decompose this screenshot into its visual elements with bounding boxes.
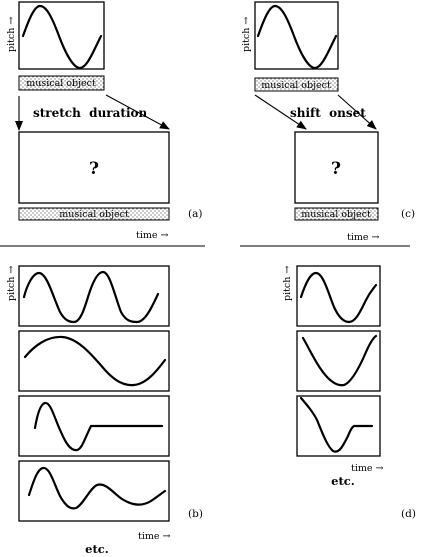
panel-a	[6, 2, 202, 241]
time-axis-label-c: time →	[347, 232, 380, 243]
time-axis-label-a: time →	[136, 230, 169, 241]
result-frame-d2	[297, 331, 380, 391]
time-axis-label-d: time →	[351, 463, 384, 474]
operation-stretch-duration: stretch duration	[33, 106, 148, 120]
panel-label-a: (a)	[188, 208, 203, 220]
panel-c	[241, 2, 415, 243]
musical-object-label-c-bottom: musical object	[301, 209, 371, 220]
musical-object-label-a-top: musical object	[26, 78, 96, 89]
question-mark-c: ?	[331, 159, 341, 179]
musical-object-label-c-top: musical object	[261, 80, 331, 91]
pitch-axis-label-c: pitch →	[241, 16, 252, 52]
etc-label-d: etc.	[331, 474, 355, 488]
etc-label-b: etc.	[85, 542, 109, 556]
panel-d	[282, 266, 416, 520]
result-frame-b4	[19, 461, 169, 521]
pitch-axis-label-b: pitch →	[6, 265, 17, 301]
question-mark-a: ?	[89, 159, 99, 179]
musical-object-label-a-bottom: musical object	[59, 209, 129, 220]
panel-label-c: (c)	[401, 208, 416, 220]
source-frame-a	[19, 2, 104, 69]
pitch-axis-label-a: pitch →	[6, 16, 17, 52]
pitch-axis-label-d: pitch →	[282, 265, 293, 301]
result-frame-b2	[19, 331, 169, 391]
time-axis-label-b: time →	[138, 531, 171, 542]
panel-label-d: (d)	[401, 508, 416, 520]
panel-label-b: (b)	[188, 508, 203, 520]
panel-b	[6, 266, 203, 556]
operation-shift-onset: shift onset	[290, 106, 366, 120]
